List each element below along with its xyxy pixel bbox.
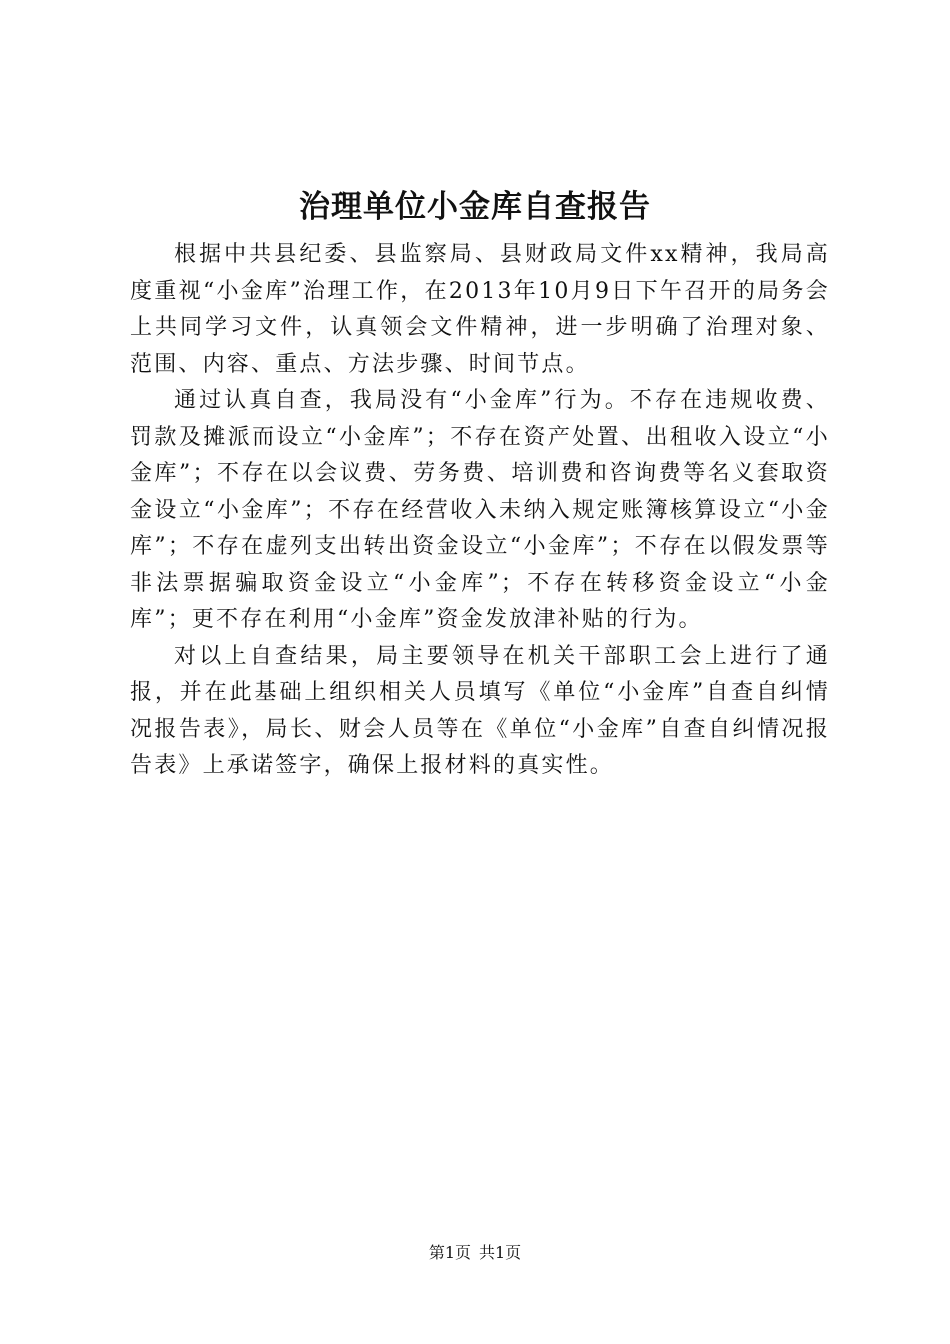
page-number-total: 共1页: [479, 1243, 522, 1262]
page-footer: [0, 1241, 950, 1265]
page-number-current: 第1页: [428, 1243, 471, 1262]
paragraph-3: 对以上自查结果，局主要领导在机关干部职工会上进行了通报，并在此基础上组织相关人员填写《单位“小金库”自查自纠情况报告表》，局长、财会人员等在《单位“小金库”自查自纠情况报告表》上承诺签字，确保上报材料的真实性。: [130, 643, 830, 778]
document-body: [130, 237, 830, 785]
paragraph-1: 根据中共县纪委、县监察局、县财政局文件xx精神，我局高度重视“小金库”治理工作，在2013年10月9日下午召开的局务会上共同学习文件，认真领会文件精神，进一步明确了治理对象、范围、内容、重点、方法步骤、时间节点。: [130, 242, 830, 377]
paragraph-2: 通过认真自查，我局没有“小金库”行为。不存在违规收费、罚款及摊派而设立“小金库”；不存在资产处置、出租收入设立“小金库”；不存在以会议费、劳务费、培训费和咨询费等名义套取资金设立“小金库”；不存在经营收入未纳入规定账簿核算设立“小金库”；不存在虚列支出转出资金设立“小金库”；不存在以假发票等非法票据骗取资金设立“小金库”；不存在转移资金设立“小金库”；更不存在利用“小金库”资金发放津补贴的行为。: [130, 388, 830, 632]
document-title: 治理单位小金库自查报告: [299, 189, 651, 225]
